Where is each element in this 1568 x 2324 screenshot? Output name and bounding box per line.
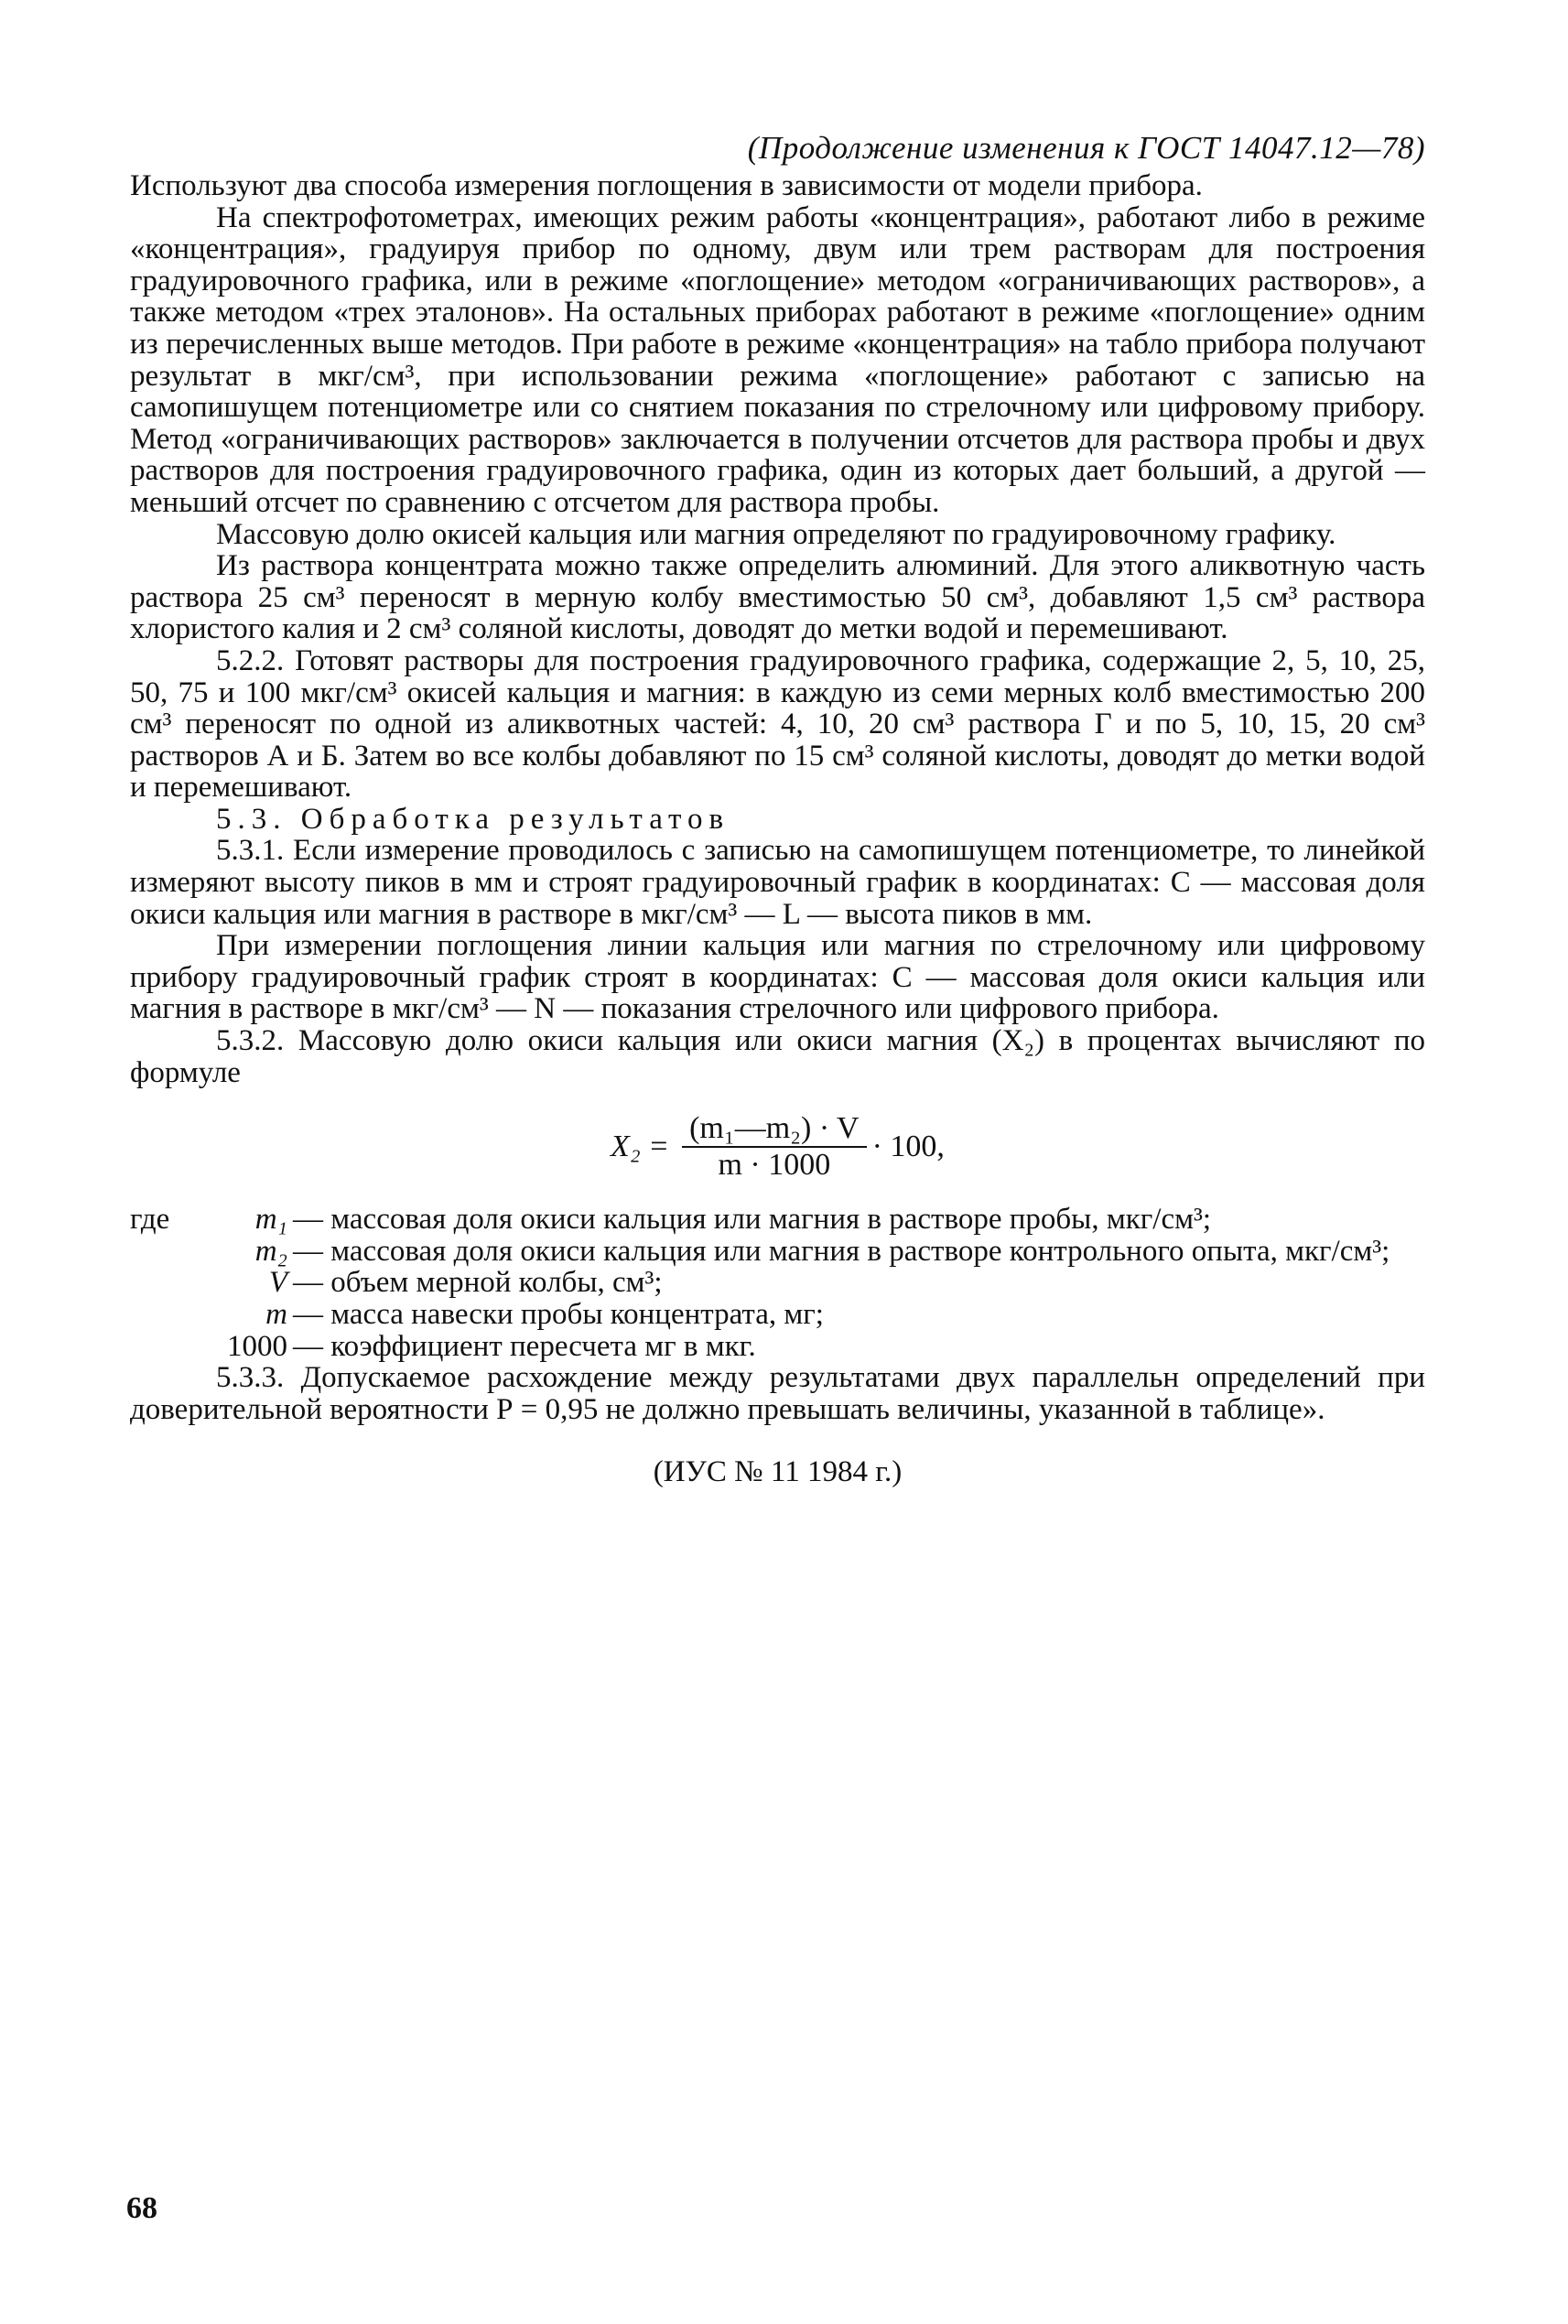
definition-text: — масса навески пробы концентрата, мг; — [293, 1298, 824, 1331]
definition-row — [130, 1299, 1425, 1331]
paragraph-5-2-2: 5.2.2. Готовят растворы для построения градуировочного графика, содержащие 2, 5, 10, 25, 50, 75 и 100 мкг/см³ окисей кальция и магния: в каждую из семи мерных колб вместимостью 200 см³ переносят по одной из аликвотных частей: 4, 10, 20 см³ раствора Г и по 5, 10, 15, 20 см³ растворов А и Б. Затем во все колбы добавляют по 15 см³ соляной кислоты, доводят до метки водой и перемешивают. — [130, 643, 1425, 805]
formula-numerator: (m₁—m₂) · V — [682, 1113, 867, 1148]
paragraph-measurement-methods: Используют два способа измерения поглощения в зависимости от модели прибора. — [130, 169, 1203, 202]
definition-symbol: m₁ — [254, 1203, 287, 1237]
formula-tail: · 100, — [871, 1130, 945, 1164]
definition-row — [130, 1331, 1425, 1363]
definition-symbol: V — [268, 1266, 287, 1300]
paragraph-spectrophotometers: На спектрофотометрах, имеющих режим работы «концентрация», работают либо в режиме «концентрация», градуируя прибор по одному, двум или трем растворам для построения градуировочного графика, или в режиме «поглощение» методом «ограничивающих растворов», а также методом «трех эталонов». На остальных приборах работают в режиме «поглощение» одним из перечисленных выше методов. При работе в режиме «концентрация» на табло прибора получают результат в мкг/см³, при использовании режима «поглощение» работают с записью на самопишущем потенциометре или со снятием показания по стрелочному или цифровому прибору. Метод «ограничивающих растворов» заключается в получении отсчетов для раствора пробы и двух растворов для построения градуировочного графика, один из которых дает больший, а другой — меньший отсчет по сравнению с отсчетом для раствора пробы. — [130, 200, 1425, 519]
definition-row — [130, 1236, 1425, 1268]
section-title-processing: 5.3. Обработка результатов — [216, 802, 730, 836]
paragraph-aluminium: Из раствора концентрата можно также определить алюминий. Для этого аликвотную часть раствора 25 см³ переносят в мерную колбу вместимостью 50 см³, добавляют 1,5 см³ раствора хлористого калия и 2 см³ соляной кислоты, доводят до метки водой и перемешивают. — [130, 549, 1425, 646]
paragraph-5-3-1: 5.3.1. Если измерение проводилось с записью на самопишущем потенциометре, то линейкой измеряют высоту пиков в мм и строят градуировочный график в координатах: С — массовая доля окиси кальция или магния в растворе в мкг/см³ — L — высота пиков в мм. — [130, 834, 1425, 931]
definition-row — [130, 1267, 1425, 1299]
definitions-lead: где — [130, 1203, 170, 1237]
definition-symbol: m — [265, 1298, 287, 1331]
page-number: 68 — [126, 2191, 157, 2225]
definition-text: — коэффициент пересчета мг в мкг. — [293, 1329, 756, 1363]
footer-note: (ИУС № 11 1984 г.) — [653, 1455, 903, 1489]
definition-text: — массовая доля окиси кальция или магния в растворе пробы, мкг/см³; — [293, 1203, 1212, 1237]
definition-text: — массовая доля окиси кальция или магния в растворе контрольного опыта, мкг/см³; — [293, 1234, 1390, 1268]
document-header: (Продолжение изменения к ГОСТ 14047.12—78) — [747, 130, 1425, 166]
definition-symbol: 1000 — [227, 1329, 287, 1363]
formula-fraction — [682, 1113, 867, 1181]
definition-row — [130, 1204, 1425, 1236]
paragraph-5-3-3: 5.3.3. Допускаемое расхождение между результатами двух параллельн определений при доверительной вероятности Р = 0,95 не должно превышать величины, указанной в таблице». — [130, 1361, 1425, 1426]
paragraph-needle-instrument: При измерении поглощения линии кальция или магния по стрелочному или цифровому прибору градуировочный график строят в координатах: С — массовая доля окиси кальция или магния в растворе в мкг/см³ — N — показания стрелочного или цифрового прибора. — [130, 929, 1425, 1026]
definition-text: — объем мерной колбы, см³; — [293, 1266, 663, 1300]
definition-symbol: m₂ — [254, 1234, 287, 1268]
formula-x2 — [130, 1092, 1425, 1202]
document-page — [130, 128, 1425, 1488]
formula-denominator: m · 1000 — [718, 1148, 831, 1183]
paragraph-mass-fraction: Массовую долю окисей кальция или магния определяют по градуировочному графику. — [216, 517, 1336, 551]
formula-lhs: X₂ = — [611, 1130, 670, 1164]
formula-definitions — [130, 1204, 1425, 1362]
paragraph-5-3-2: 5.3.2. Массовую долю окиси кальция или окиси магния (X₂) в процентах вычисляют по формуле — [130, 1024, 1425, 1089]
